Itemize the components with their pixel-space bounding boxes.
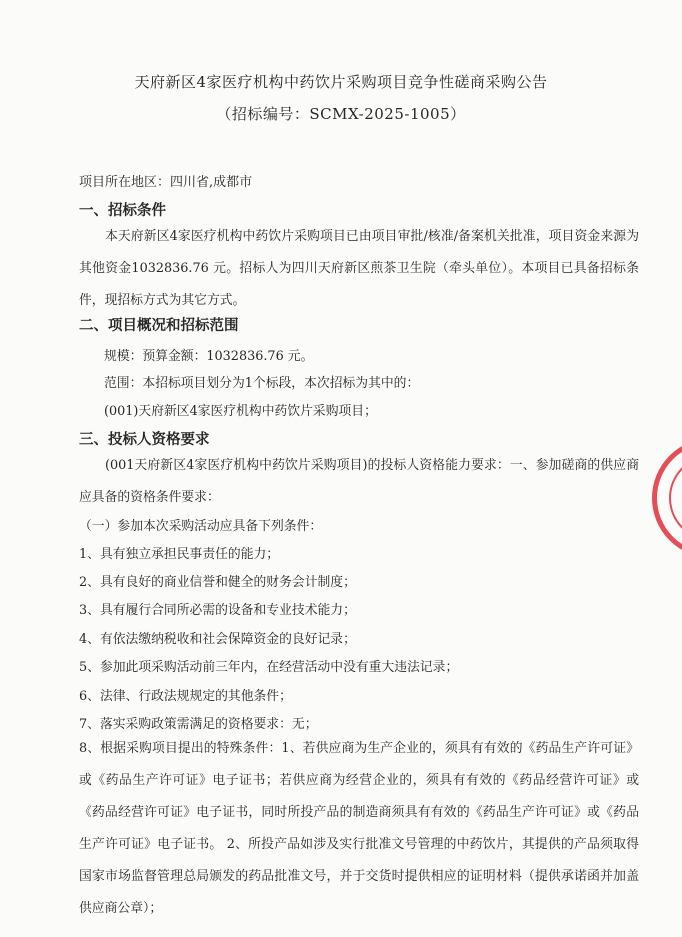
document-title: 天府新区4家医疗机构中药饮片采购项目竞争性磋商采购公告 xyxy=(134,73,548,91)
qualification-item: 4、有依法缴纳税收和社会保障资金的良好记录； xyxy=(79,632,356,647)
tender-number: （招标编号：SCMX-2025-1005） xyxy=(216,105,466,123)
project-region: 项目所在地区：四川省,成都市 xyxy=(79,175,253,190)
qualification-item-8: 8、根据采购项目提出的特殊条件：1、若供应商为生产企业的，须具有有效的《药品生产许可证》或《药品生产许可证》电子证书；若供应商为经营企业的，须具有有效的《药品经营许可证》或《药品经营许可证》电子证书，同时所投产品的制造商须具有有效的《药品生产许可证》或《药品生产许可证》电子证书。 2、所投产品如涉及实行批准文号管理的中药饮片，其提供的产品须取得国家市场监督管理总局颁发的药品批准文号，并于交货时提供相应的证明材料（提供承诺函并加盖供应商公章）； xyxy=(79,741,639,916)
project-lot: (001)天府新区4家医疗机构中药饮片采购项目； xyxy=(104,404,377,419)
section-1-body: 本天府新区4家医疗机构中药饮片采购项目已由项目审批/核准/备案机关批准，项目资金来源为其他资金1032836.76 元。招标人为四川天府新区煎茶卫生院（牵头单位）。本项目已具备招标条件，现招标方式为其它方式。 xyxy=(79,229,639,308)
qualification-item: 3、具有履行合同所必需的设备和专业技术能力； xyxy=(79,603,356,618)
section-3-heading: 三、投标人资格要求 xyxy=(79,432,210,448)
section-2-heading: 二、项目概况和招标范围 xyxy=(79,318,239,334)
project-scale: 规模：预算金额：1032836.76 元。 xyxy=(104,349,314,364)
qualification-item: 6、法律、行政法规规定的其他条件； xyxy=(79,689,292,704)
section-3-subheading: （一）参加本次采购活动应具备下列条件： xyxy=(79,519,323,534)
qualification-item: 5、参加此项采购活动前三年内，在经营活动中没有重大违法记录； xyxy=(79,660,459,675)
qualification-item: 1、具有独立承担民事责任的能力； xyxy=(79,547,280,562)
project-scope: 范围：本招标项目划分为1个标段，本次招标为其中的： xyxy=(104,376,420,391)
section-1-heading: 一、招标条件 xyxy=(79,203,166,219)
section-3-intro: (001天府新区4家医疗机构中药饮片采购项目)的投标人资格能力要求：一、参加磋商的供应商应具备的资格条件要求： xyxy=(79,458,639,505)
qualification-item: 2、具有良好的商业信誉和健全的财务会计制度； xyxy=(79,575,356,590)
red-seal-stamp xyxy=(652,438,682,558)
qualification-item: 7、落实采购政策需满足的资格要求：无； xyxy=(79,717,318,732)
